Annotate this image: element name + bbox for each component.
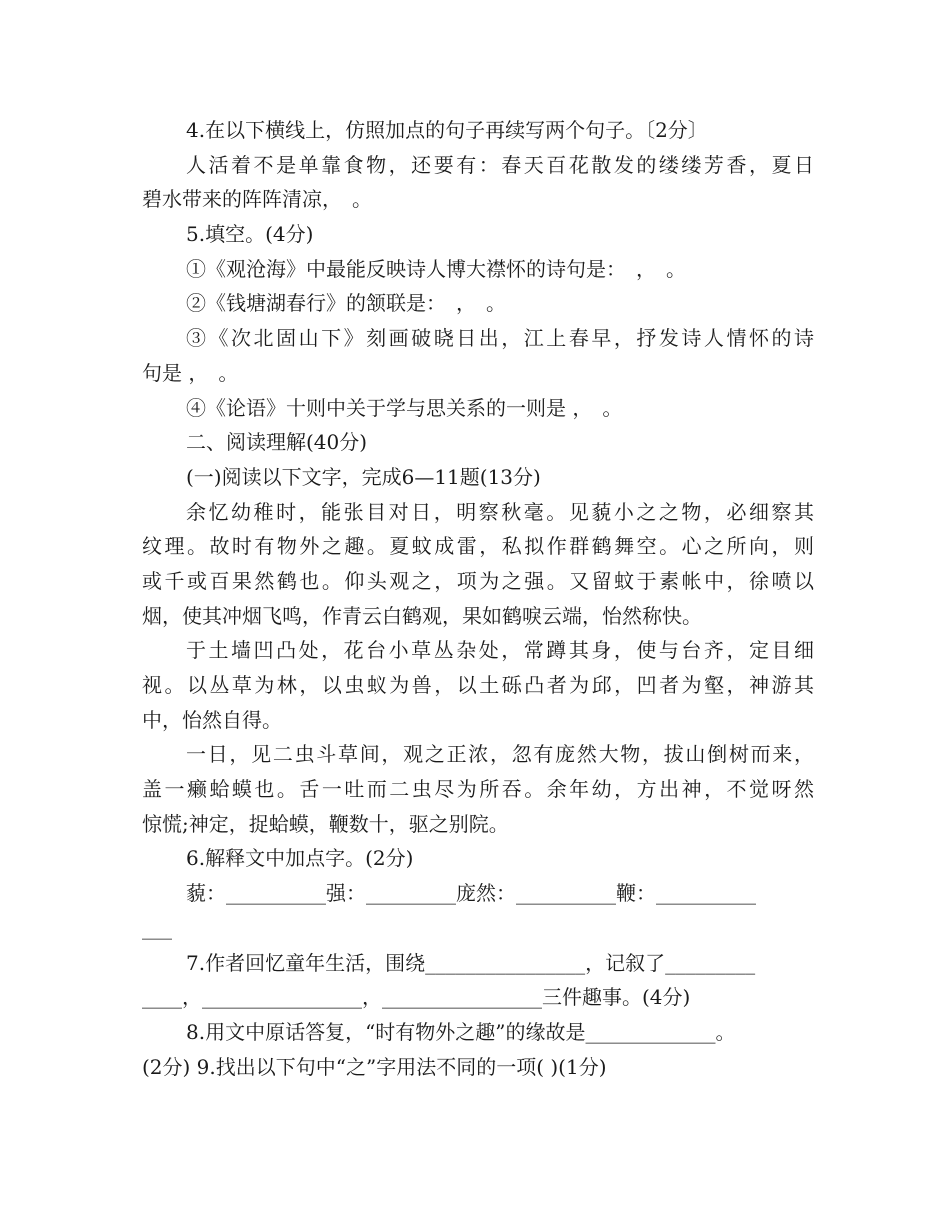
text-line: ____，________________，________________三件趣事。(4分)	[142, 985, 691, 1010]
text-line: 8.用文中原话答复，“时有物外之趣”的缘故是_____________。	[186, 1019, 736, 1044]
text-line: 句是 ， 。	[142, 360, 239, 385]
text-line: 二、阅读理解(40分)	[186, 430, 368, 455]
text-line: ②《钱塘湖春行》的颔联是： ， 。	[186, 291, 506, 316]
text-line: 纹理。故时有物外之趣。夏蚊成雷，私拟作群鹤舞空。心之所向，则	[142, 534, 814, 559]
text-line: ③《次北固山下》刻画破晓日出，江上春早，抒发诗人情怀的诗	[186, 326, 814, 351]
text-line: 碧水带来的阵阵清凉， 。	[142, 187, 372, 212]
text-line: ___	[142, 915, 172, 940]
text-line: 6.解释文中加点字。(2分)	[186, 846, 414, 871]
text-line: ④《论语》十则中关于学与思关系的一则是 ， 。	[186, 395, 623, 420]
text-line: 人活着不是单靠食物，还要有：春天百花散发的缕缕芳香，夏日	[186, 152, 814, 177]
document-page	[142, 113, 814, 1084]
text-line: 余忆幼稚时，能张目对日，明察秋毫。见藐小之之物，必细察其	[186, 499, 814, 524]
text-line: (2分) 9.找出以下句中“之”字用法不同的一项( )(1分)	[142, 1054, 607, 1079]
text-line: 于土墙凹凸处，花台小草丛杂处，常蹲其身，使与台齐，定目细	[186, 638, 814, 663]
text-line: 视。以丛草为林，以虫蚁为兽，以土砾凸者为邱，凹者为壑，神游其	[142, 673, 814, 697]
text-line: 惊慌;神定，捉蛤蟆，鞭数十，驱之别院。	[142, 811, 509, 836]
text-line: 一日，见二虫斗草间，观之正浓，忽有庞然大物，拔山倒树而来，	[186, 742, 814, 767]
text-line: 藐：__________强：_________庞然：__________鞭：__________	[186, 881, 756, 906]
text-line: 烟，使其冲烟飞鸣，作青云白鹤观，果如鹤唳云端，怡然称快。	[142, 603, 702, 628]
text-line: 5.填空。(4分)	[186, 222, 314, 247]
text-line: 中，怡然自得。	[142, 707, 282, 732]
text-line: 盖一癞蛤蟆也。舌一吐而二虫尽为所吞。余年幼，方出神，不觉呀然	[142, 777, 814, 802]
text-line: ①《观沧海》中最能反映诗人博大襟怀的诗句是： ， 。	[186, 256, 686, 281]
text-line: (一)阅读以下文字，完成6—11题(13分)	[186, 464, 541, 489]
text-line: 4.在以下横线上，仿照加点的句子再续写两个句子。〔2分〕	[186, 118, 708, 142]
text-line: 或千或百果然鹤也。仰头观之，项为之强。又留蚊于素帐中，徐喷以	[142, 568, 814, 593]
text-line: 7.作者回忆童年生活，围绕________________，记叙了_________	[186, 950, 756, 975]
